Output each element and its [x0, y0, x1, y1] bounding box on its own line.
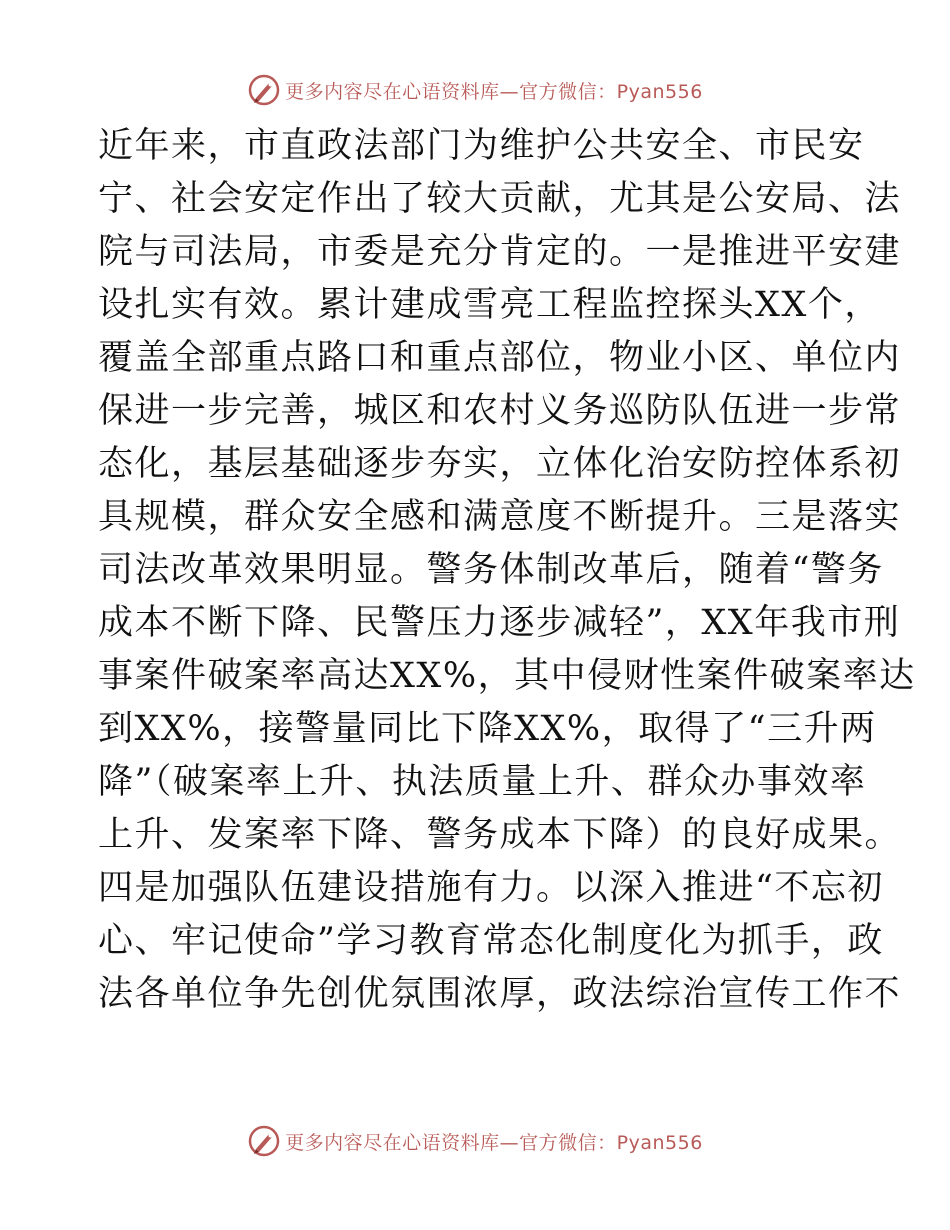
text-line: 到XX%，接警量同比下降XX%，取得了“三升两 — [98, 709, 877, 749]
text-line: 设扎实有效。累计建成雪亮工程监控探头XX个， — [98, 285, 881, 325]
text-line: 司法改革效果明显。警务体制改革后，随着“警务 — [98, 550, 884, 590]
text-line: 法各单位争先创优氛围浓厚，政法综治宣传工作不 — [98, 974, 902, 1014]
text-line: 态化，基层基础逐步夯实，立体化治安防控体系初 — [98, 444, 902, 484]
text-line: 成本不断下降、民警压力逐步减轻”，XX年我市刑 — [98, 603, 901, 643]
text-line: 近年来，市直政法部门为维护公共安全、市民安 — [98, 126, 865, 166]
header-banner-text: 更多内容尽在心语资料库—官方微信：Pyan556 — [285, 80, 703, 103]
pen-circle-logo-icon — [247, 1124, 281, 1158]
text-line: 事案件破案率高达XX%，其中侵财性案件破案率达 — [98, 656, 916, 696]
text-line: 保进一步完善，城区和农村义务巡防队伍进一步常 — [98, 391, 902, 431]
header-banner — [0, 70, 950, 110]
footer-banner — [0, 1121, 950, 1161]
text-line: 上升、发案率下降、警务成本下降）的良好成果。 — [98, 815, 902, 855]
pen-circle-logo-icon — [247, 73, 281, 107]
document-body — [98, 120, 916, 1021]
text-line: 覆盖全部重点路口和重点部位，物业小区、单位内 — [98, 338, 902, 378]
text-line: 宁、社会安定作出了较大贡献，尤其是公安局、法 — [98, 179, 902, 219]
text-line: 心、牢记使命”学习教育常态化制度化为抓手，政 — [98, 921, 884, 961]
footer-banner-text: 更多内容尽在心语资料库—官方微信：Pyan556 — [285, 1131, 703, 1154]
text-line: 院与司法局，市委是充分肯定的。一是推进平安建 — [98, 232, 902, 272]
text-line: 四是加强队伍建设措施有力。以深入推进“不忘初 — [98, 868, 884, 908]
text-line: 降”（破案率上升、执法质量上升、群众办事效率 — [98, 762, 867, 802]
text-line: 具规模，群众安全感和满意度不断提升。三是落实 — [98, 497, 902, 537]
